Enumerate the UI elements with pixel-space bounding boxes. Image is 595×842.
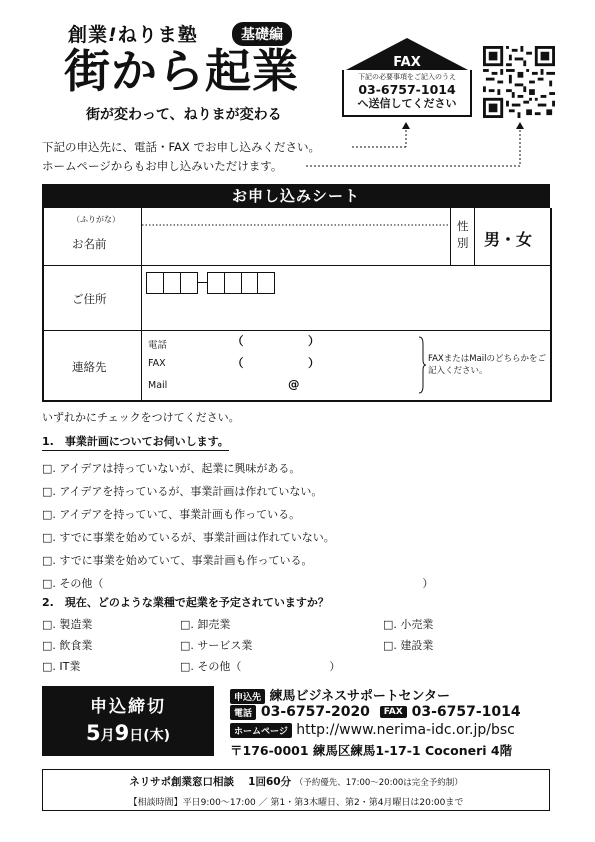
fax-paren-close: ） [308, 356, 320, 370]
apply-to-tag: 申込先 [230, 689, 265, 704]
intro-line-1: 下記の申込先に、電話・FAX でお申し込みください。 [42, 140, 320, 154]
row-divider [44, 330, 550, 331]
consult-title-text: ネリサポ創業窓口相談 1回60分 [129, 776, 292, 788]
application-form [42, 208, 552, 402]
q2-option[interactable]: □. IT業 [42, 660, 81, 673]
deadline-weekday: (木) [143, 728, 171, 744]
page-title: 街から起業 [64, 44, 299, 98]
q1-option[interactable]: □. アイデアを持っていて、事業計画も作っている。 [42, 508, 301, 521]
consult-note: （予約優先、17:00～20:00は完全予約制） [294, 778, 463, 788]
q2-option-other[interactable]: □. その他（ ） [180, 660, 341, 673]
level-badge: 基礎編 [232, 22, 292, 46]
mail-input[interactable] [184, 377, 414, 395]
question-1-title: 1. 事業計画についてお伺いします。 [42, 433, 229, 451]
question-2-title: 2. 現在、どのような業種で起業を予定されていますか？ [42, 596, 329, 609]
name-input[interactable] [143, 227, 448, 263]
deadline-day-unit: 日 [129, 728, 144, 744]
fax-instruction: 下記の必要事項をご記入のうえ [358, 73, 456, 81]
q2-option[interactable]: □. 建設業 [383, 639, 434, 652]
furigana-label: （ふりがな） [72, 215, 120, 224]
org-name: 練馬ビジネスサポートセンター [269, 689, 450, 704]
mail-at: @ [288, 377, 300, 391]
q1-option[interactable]: □. すでに事業を始めていて、事業計画も作っている。 [42, 554, 313, 567]
fax-label: FAX [393, 55, 421, 70]
fax-number-bottom[interactable]: 03-6757-1014 [411, 704, 521, 720]
tel-fax-line [230, 704, 521, 720]
consult-hours: 【相談時間】平日9:00～17:00 ／ 第1・第3木曜日、第2・第4月曜日は20:00まで [128, 798, 464, 808]
fax-input[interactable] [184, 356, 414, 374]
gender-options[interactable]: 男・女 [484, 230, 533, 249]
q2-option[interactable]: □. 製造業 [42, 618, 93, 631]
deadline-month-unit: 月 [100, 728, 115, 744]
series-exclamation: ! [108, 24, 118, 46]
web-line [230, 722, 515, 738]
applicant-org [230, 685, 450, 704]
tel-label: 電話 [148, 340, 168, 351]
web-tag: ホームページ [230, 723, 292, 738]
gender-divider [450, 208, 451, 265]
form-title: お申し込みシート [42, 184, 550, 208]
deadline-day: 9 [114, 721, 130, 745]
tel-number[interactable]: 03-6757-2020 [260, 704, 370, 720]
series-title-part: 創業 [68, 24, 109, 46]
tel-paren-open: （ [232, 334, 244, 348]
fax-number: 03-6757-1014 [358, 82, 456, 97]
deadline-month: 5 [85, 721, 101, 745]
gender-label: 性別 [457, 219, 469, 250]
tel-input[interactable] [184, 334, 414, 352]
label-divider [141, 208, 142, 400]
deadline-box [42, 686, 214, 756]
mail-label: Mail [148, 380, 168, 391]
contact-label: 連絡先 [72, 360, 107, 374]
brace-icon [418, 336, 426, 394]
arrow-up-icon [516, 122, 524, 129]
consult-title [43, 774, 549, 789]
postal-code-input-3[interactable] [146, 272, 198, 294]
fax-field-label: FAX [148, 358, 166, 369]
consult-box [42, 769, 550, 811]
check-instruction: いずれかにチェックをつけてください。 [42, 411, 240, 424]
tel-tag: 電話 [230, 705, 256, 720]
tel-paren-close: ） [308, 334, 320, 348]
contact-note: FAXまたはMailのどちらかをご記入ください。 [428, 354, 547, 376]
deadline-date [42, 721, 214, 745]
address-label: ご住所 [72, 292, 107, 306]
website-link[interactable]: http://www.nerima-idc.or.jp/bsc [296, 722, 515, 738]
arrow-up-icon [402, 122, 410, 129]
series-title-part: ねりま塾 [117, 24, 198, 46]
fax-send: へ送信してください [357, 97, 457, 110]
q2-option[interactable]: □. 卸売業 [180, 618, 231, 631]
address-input[interactable] [143, 266, 548, 329]
postal-dash [197, 282, 207, 283]
furigana-dotted-line [142, 224, 450, 226]
q2-option[interactable]: □. 小売業 [383, 618, 434, 631]
office-address: 〒176-0001 練馬区練馬1-17-1 Coconeri 4階 [230, 743, 513, 758]
fax-paren-open: （ [232, 356, 244, 370]
q1-option-other[interactable]: □. その他（ ） [42, 577, 434, 590]
deadline-label: 申込締切 [90, 697, 166, 717]
q1-option[interactable]: □. アイデアは持っていないが、起業に興味がある。 [42, 462, 301, 475]
postal-code-input-4[interactable] [207, 272, 275, 294]
intro-line-2: ホームページからもお申し込みいただけます。 [42, 159, 283, 173]
q2-option[interactable]: □. サービス業 [180, 639, 253, 652]
q1-option[interactable]: □. アイデアを持っているが、事業計画は作れていない。 [42, 485, 323, 498]
gender-divider [474, 208, 475, 265]
name-label: お名前 [72, 237, 107, 251]
q2-option[interactable]: □. 飲食業 [42, 639, 93, 652]
q1-option[interactable]: □. すでに事業を始めているが、事業計画は作れていない。 [42, 531, 335, 544]
page-subtitle: 街が変わって、ねりまが変わる [86, 107, 282, 123]
fax-tag: FAX [380, 706, 407, 718]
